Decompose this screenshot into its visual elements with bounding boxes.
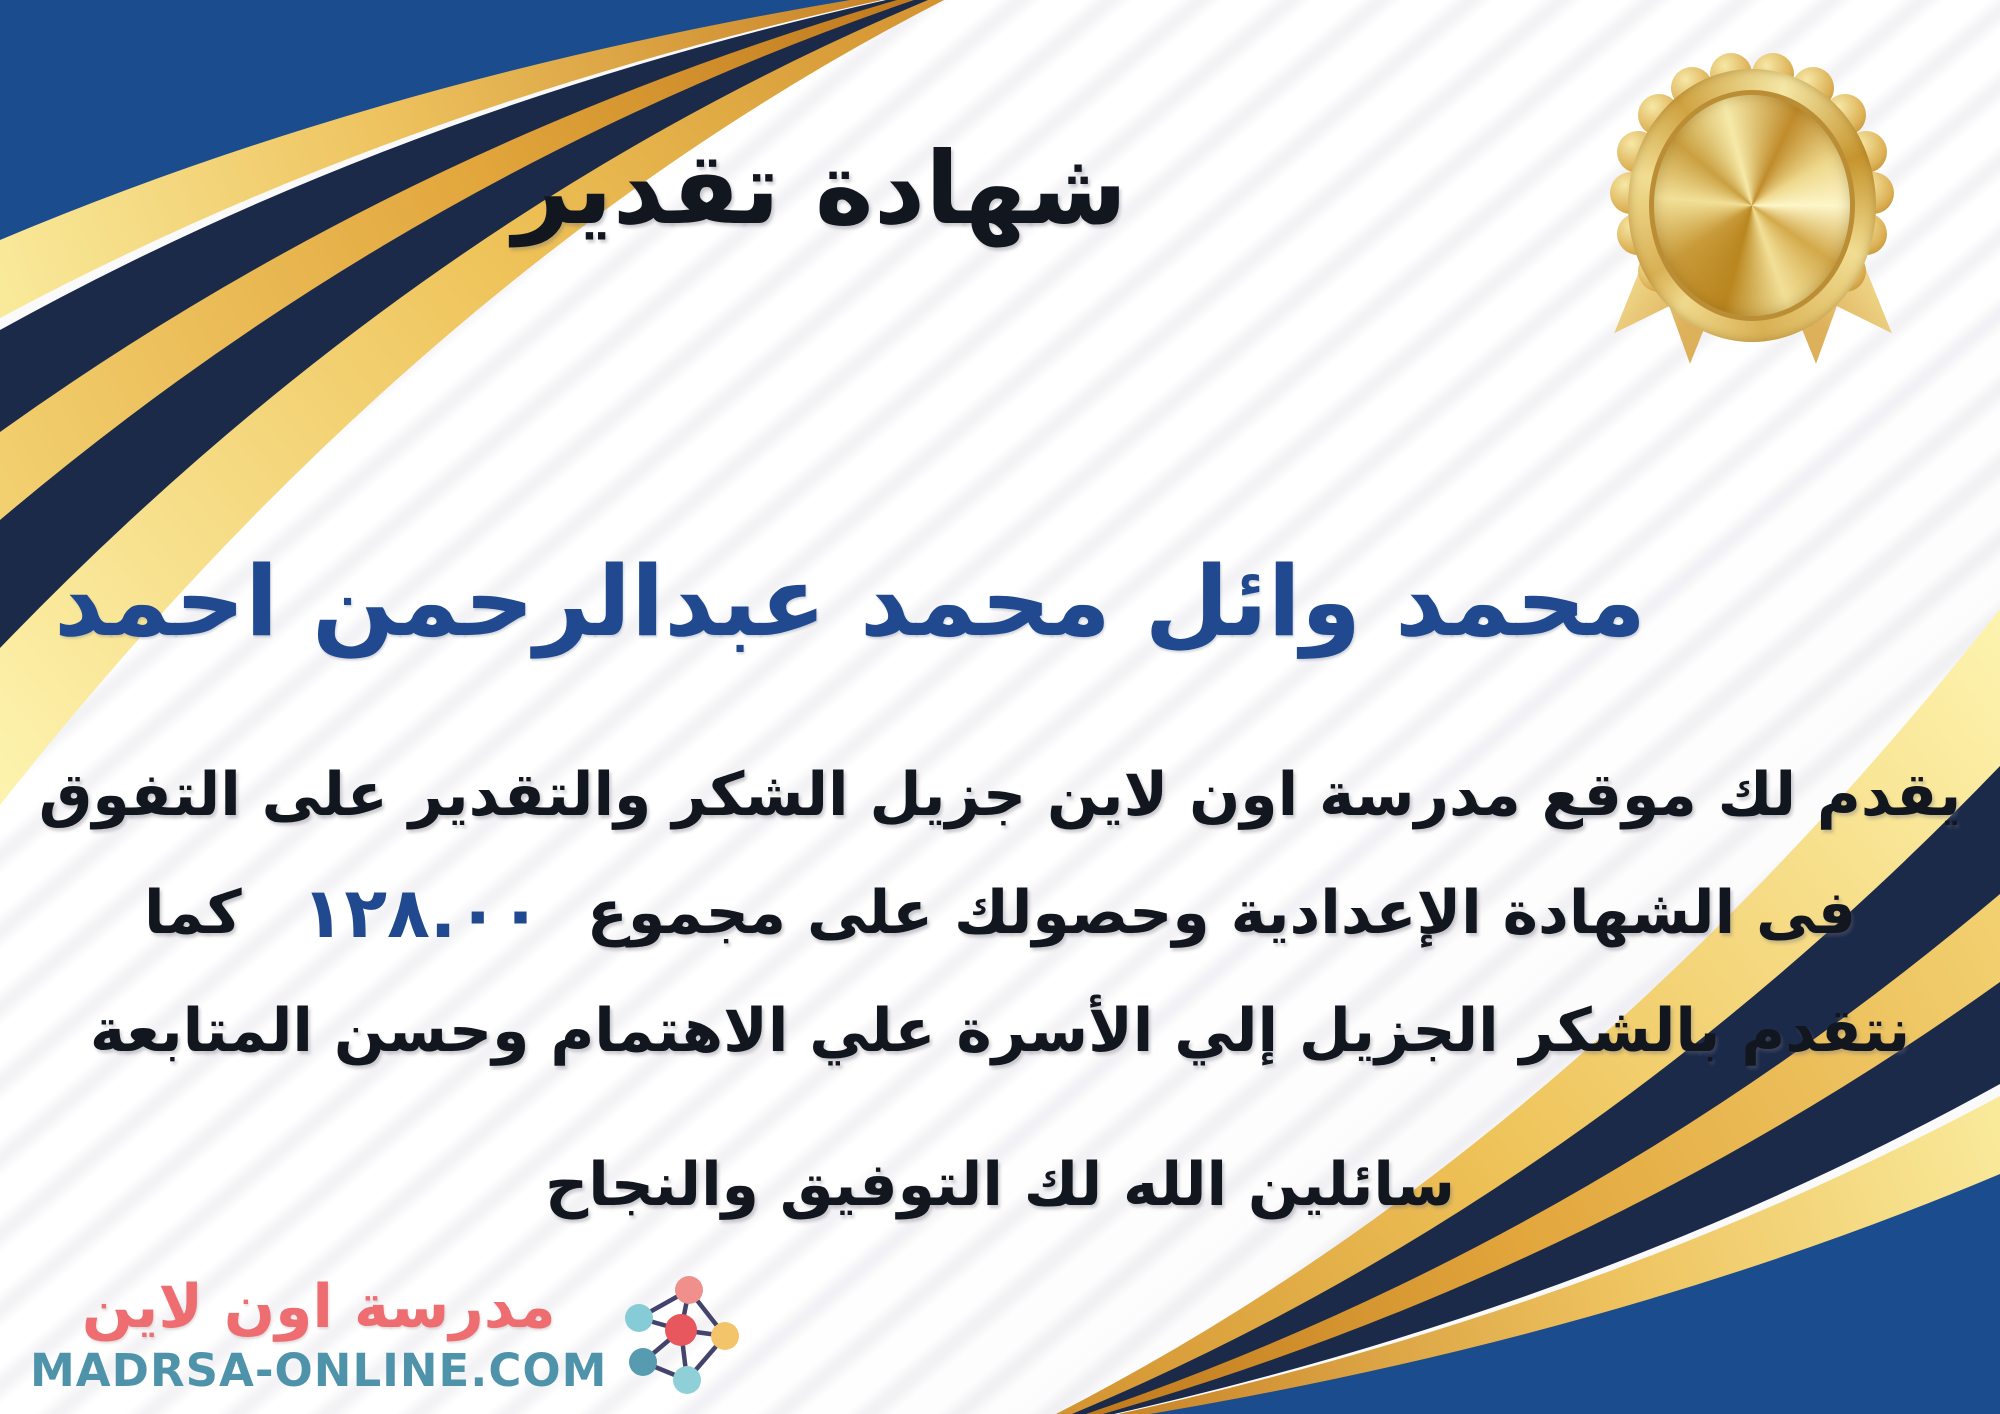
body-line-1: يقدم لك موقع مدرسة اون لاين جزيل الشكر والتقدير على التفوق xyxy=(38,760,1962,830)
score-value: ١٢٨.٠٠ xyxy=(301,872,542,954)
corner-top-left xyxy=(0,0,944,805)
closing-line: سائلين الله لك التوفيق والنجاح xyxy=(545,1150,1455,1220)
node-teal xyxy=(673,1366,701,1394)
certificate-body xyxy=(30,736,1970,1090)
body-line-3: نتقدم بالشكر الجزيل إلي الأسرة علي الاهتمام وحسن المتابعة xyxy=(89,996,1911,1066)
medal-inner-disc xyxy=(1649,90,1855,321)
node-teal-light xyxy=(625,1304,653,1332)
body-line-2-post: كما xyxy=(143,878,242,948)
logo-arabic-name: مدرسة اون لاين xyxy=(81,1272,556,1342)
body-line-2-pre: فى الشهادة الإعدادية وحصولك على مجموع xyxy=(586,878,1857,948)
student-name: محمد وائل محمد عبدالرحمن احمد xyxy=(53,545,1647,658)
gold-medal-icon xyxy=(1592,33,1912,378)
logo-text xyxy=(30,1272,607,1397)
node-teal-dark xyxy=(629,1348,657,1376)
node-red xyxy=(665,1314,697,1346)
node-coral xyxy=(675,1276,703,1304)
body-line-2 xyxy=(30,854,1970,972)
network-graph-icon xyxy=(623,1274,743,1396)
node-yellow xyxy=(711,1322,739,1350)
certificate-title: شهادة تقدير xyxy=(512,130,1128,247)
site-logo xyxy=(30,1272,743,1397)
logo-domain: MADRSA-ONLINE.COM xyxy=(30,1344,608,1397)
